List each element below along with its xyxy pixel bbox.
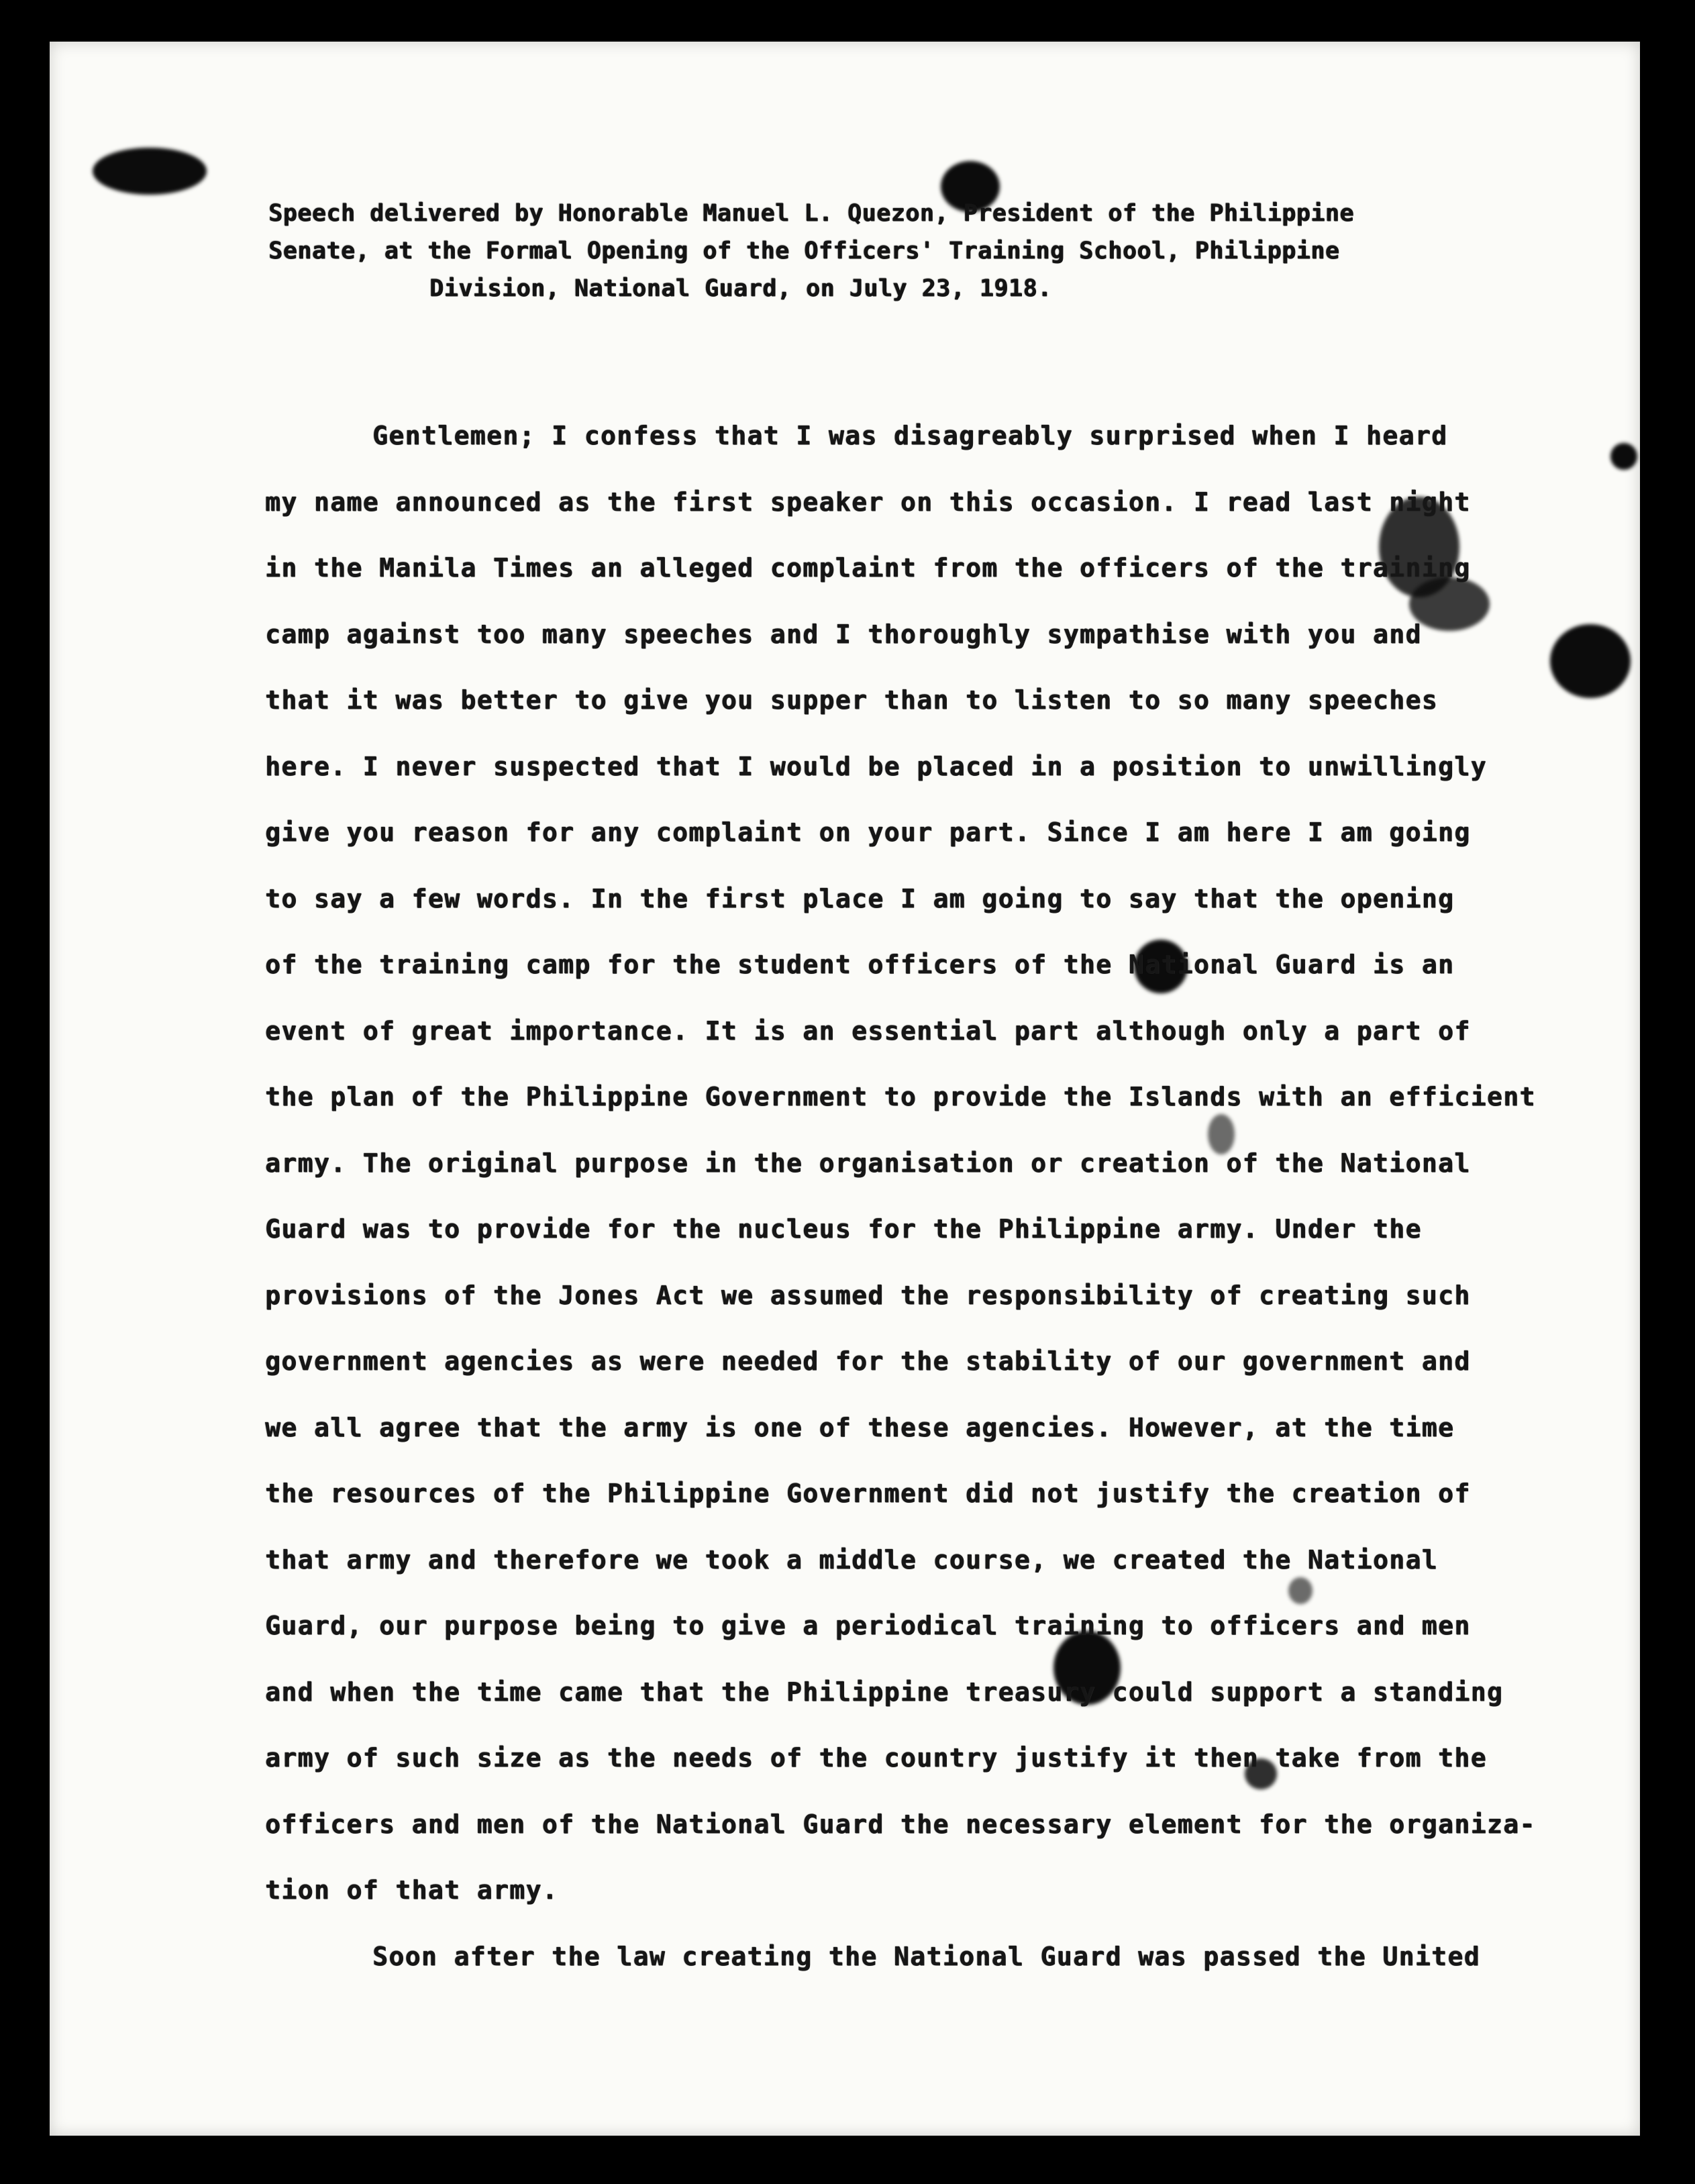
text-line: Soon after the law creating the National Guard was passed the United	[372, 1941, 1480, 1971]
speech-heading	[268, 195, 1557, 307]
text-line: here. I never suspected that I would be placed in a position to unwillingly	[265, 751, 1487, 781]
text-line: the resources of the Philippine Government did not justify the creation of	[265, 1479, 1471, 1508]
text-line: my name announced as the first speaker on this occasion. I read last night	[265, 487, 1471, 517]
text-line: in the Manila Times an alleged complaint from the officers of the training	[265, 553, 1471, 583]
text-line: of the training camp for the student officers of the National Guard is an	[265, 950, 1455, 979]
ink-blot	[1610, 443, 1637, 470]
text-line: army. The original purpose in the organisation or creation of the National	[265, 1148, 1471, 1178]
heading-line: Speech delivered by Honorable Manuel L. Quezon, President of the Philippine	[268, 200, 1354, 227]
text-line: the plan of the Philippine Government to provide the Islands with an efficient	[265, 1082, 1536, 1111]
heading-line: Division, National Guard, on July 23, 1918.	[429, 275, 1052, 302]
text-line: that it was better to give you supper than to listen to so many speeches	[265, 685, 1439, 715]
text-line: give you reason for any complaint on your part. Since I am here I am going	[265, 817, 1471, 847]
text-line: Gentlemen; I confess that I was disagreably surprised when I heard	[372, 421, 1448, 450]
text-line: event of great importance. It is an essential part although only a part of	[265, 1015, 1471, 1046]
text-line: and when the time came that the Philippine treasury could support a standing	[265, 1677, 1504, 1707]
text-line: provisions of the Jones Act we assumed the responsibility of creating such	[265, 1280, 1471, 1310]
text-line: army of such size as the needs of the country justify it then take from the	[265, 1743, 1487, 1773]
text-line: Guard was to provide for the nucleus for the Philippine army. Under the	[265, 1214, 1422, 1244]
heading-line: Senate, at the Formal Opening of the Officers' Training School, Philippine	[268, 238, 1340, 264]
text-line: tion of that army.	[265, 1875, 559, 1905]
text-line: Guard, our purpose being to give a periodical training to officers and men	[265, 1611, 1471, 1640]
text-line: that army and therefore we took a middle course, we created the National	[265, 1544, 1439, 1575]
ink-blot	[93, 148, 207, 195]
text-line: we all agree that the army is one of these agencies. However, at the time	[265, 1412, 1455, 1442]
text-line: officers and men of the National Guard the necessary element for the organiza-	[265, 1809, 1536, 1839]
text-line: to say a few words. In the first place I am going to say that the opening	[265, 883, 1455, 913]
speech-body	[265, 403, 1594, 1989]
text-line: camp against too many speeches and I thoroughly sympathise with you and	[265, 619, 1422, 649]
text-line: government agencies as were needed for the stability of our government and	[265, 1346, 1471, 1376]
